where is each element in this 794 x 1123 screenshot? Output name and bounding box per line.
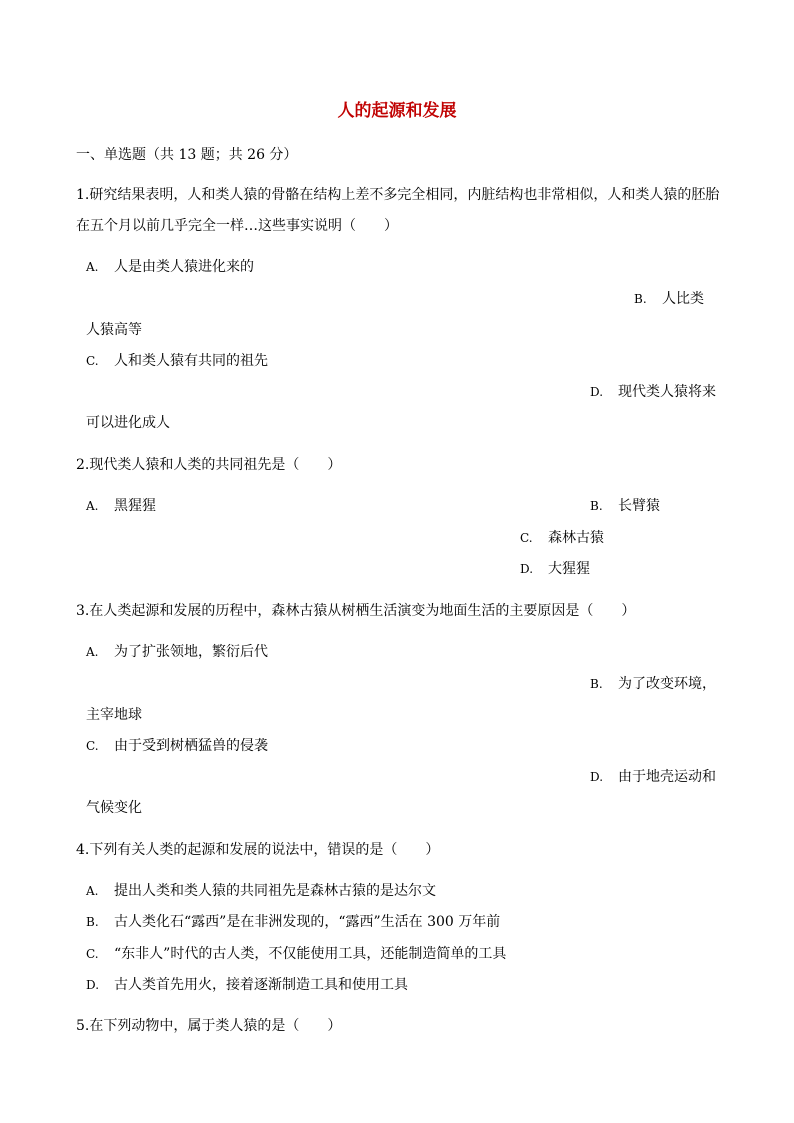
option-text: 人比类 <box>662 291 704 307</box>
question-4-option-c[interactable] <box>86 945 506 963</box>
question-1-option-d-continuation: 可以进化成人 <box>86 415 170 431</box>
option-letter: C. <box>86 354 99 368</box>
option-letter: B. <box>590 677 603 691</box>
option-text: 长臂猿 <box>618 498 660 514</box>
option-letter: D. <box>590 385 604 399</box>
option-text: 森林古猿 <box>548 530 604 546</box>
option-letter: A. <box>86 645 99 659</box>
option-letter: A. <box>86 499 99 513</box>
option-letter: B. <box>634 292 647 306</box>
option-text: “东非人”时代的古人类，不仅能使用工具，还能制造简单的工具 <box>114 946 507 962</box>
option-text: 提出人类和类人猿的共同祖先是森林古猿的是达尔文 <box>114 883 436 899</box>
option-letter: B. <box>590 499 603 513</box>
question-2-option-d[interactable] <box>520 560 590 578</box>
question-4-line-1: 4.下列有关人类的起源和发展的说法中，错误的是（ ） <box>76 842 440 858</box>
question-3-option-d-continuation: 气候变化 <box>86 800 142 816</box>
option-text: 由于受到树栖猛兽的侵袭 <box>114 738 268 754</box>
option-letter: C. <box>520 531 533 545</box>
question-1-option-a[interactable] <box>86 258 254 276</box>
question-2-option-c[interactable] <box>520 529 604 547</box>
option-letter: C. <box>86 739 99 753</box>
question-4-option-a[interactable] <box>86 882 436 900</box>
option-text: 人和类人猿有共同的祖先 <box>114 353 268 369</box>
option-text: 大猩猩 <box>548 561 590 577</box>
question-1-option-b-continuation: 人猿高等 <box>86 322 142 338</box>
option-text: 古人类化石“露西”是在非洲发现的，“露西”生活在 300 万年前 <box>114 914 501 930</box>
section-heading: 一、单选题（共 13 题；共 26 分） <box>76 147 298 163</box>
question-1-option-b[interactable] <box>634 290 704 308</box>
question-1-option-c[interactable] <box>86 352 268 370</box>
question-3-option-c[interactable] <box>86 737 268 755</box>
question-1-line-2: 在五个月以前几乎完全一样…这些事实说明（ ） <box>76 218 398 234</box>
option-letter: A. <box>86 884 99 898</box>
option-text: 人是由类人猿进化来的 <box>114 259 254 275</box>
page-title: 人的起源和发展 <box>337 101 457 121</box>
question-3-option-a[interactable] <box>86 643 268 661</box>
question-3-option-b[interactable] <box>590 675 716 693</box>
option-letter: D. <box>86 978 100 992</box>
option-letter: A. <box>86 260 99 274</box>
question-1-line-1: 1.研究结果表明，人和类人猿的骨骼在结构上差不多完全相同，内脏结构也非常相似，人和类人猿的胚胎 <box>76 187 720 203</box>
question-5-line-1: 5.在下列动物中，属于类人猿的是（ ） <box>76 1018 342 1034</box>
option-text: 为了扩张领地，繁衍后代 <box>114 644 268 660</box>
question-3-option-d[interactable] <box>590 768 716 786</box>
question-1-option-d[interactable] <box>590 383 716 401</box>
option-text: 黑猩猩 <box>114 498 156 514</box>
option-text: 古人类首先用火，接着逐渐制造工具和使用工具 <box>114 977 408 993</box>
question-2-option-b[interactable] <box>590 497 660 515</box>
question-3-line-1: 3.在人类起源和发展的历程中，森林古猿从树栖生活演变为地面生活的主要原因是（ ） <box>76 603 636 619</box>
question-4-option-b[interactable] <box>86 913 500 931</box>
question-2-line-1: 2.现代类人猿和人类的共同祖先是（ ） <box>76 457 342 473</box>
option-letter: C. <box>86 947 99 961</box>
option-letter: D. <box>590 770 604 784</box>
option-text: 由于地壳运动和 <box>618 769 716 785</box>
option-letter: D. <box>520 562 534 576</box>
option-letter: B. <box>86 915 99 929</box>
question-4-option-d[interactable] <box>86 976 408 994</box>
option-text: 为了改变环境， <box>618 676 716 692</box>
question-3-option-b-continuation: 主宰地球 <box>86 707 142 723</box>
question-2-option-a[interactable] <box>86 497 156 515</box>
option-text: 现代类人猿将来 <box>618 384 716 400</box>
